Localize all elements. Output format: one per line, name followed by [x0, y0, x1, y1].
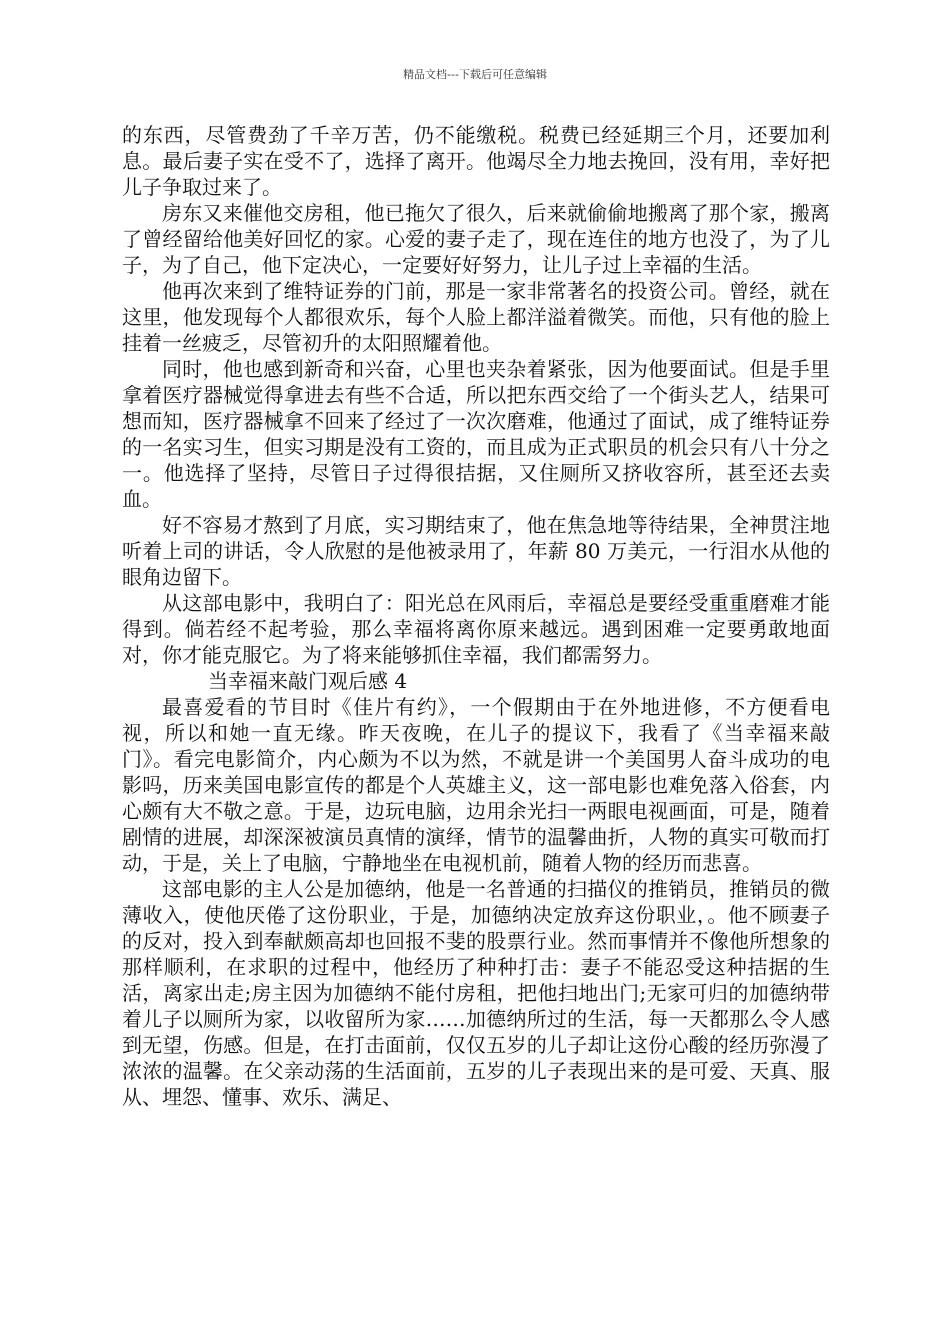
paragraph: 好不容易才熬到了月底，实习期结束了，他在焦急地等待结果，全神贯注地听着上司的讲话，令人欣慰的是他被录用了，年薪 80 万美元，一行泪水从他的眼角边留下。 [122, 513, 830, 589]
paragraph: 这部电影的主人公是加德纳，他是一名普通的扫描仪的推销员，推销员的微薄收入，使他厌倦了这份职业，于是，加德纳决定放弃这份职业，。他不顾妻子的反对，投入到奉献颇高却也回报不斐的股票行业。然而事情并不像他所想象的那样顺利，在求职的过程中，他经历了种种打击：妻子不能忍受这种拮据的生活，离家出走;房主因为加德纳不能付房租，把他扫地出门;无家可归的加德纳带着儿子以厕所为家，以收留所为家……加德纳所过的生活，每一天都那么令人感到无望，伤感。但是，在打击面前，仅仅五岁的儿子却让这份心酸的经历弥漫了浓浓的温馨。在父亲动荡的生活面前，五岁的儿子表现出来的是可爱、天真、服从、埋怨、懂事、欢乐、满足、 [122, 877, 830, 1109]
paragraph: 的东西，尽管费劲了千辛万苦，仍不能缴税。税费已经延期三个月，还要加利息。最后妻子实在受不了，选择了离开。他竭尽全力地去挽回，没有用，幸好把儿子争取过来了。 [122, 123, 830, 199]
paragraph: 从这部电影中，我明白了：阳光总在风雨后，幸福总是要经受重重磨难才能得到。倘若经不起考验，那么幸福将离你原来越远。遇到困难一定要勇敢地面对，你才能克服它。为了将来能够抓住幸福，我们都需努力。 [122, 591, 830, 667]
page-header: 精品文档---下载后可任意编辑 [403, 68, 547, 81]
paragraph: 最喜爱看的节目时《佳片有约》，一个假期由于在外地进修，不方便看电视，所以和她一直无缘。昨天夜晚，在儿子的提议下，我看了《当幸福来敲门》。看完电影简介，内心颇为不以为然，不就是讲一个美国男人奋斗成功的电影吗，历来美国电影宣传的都是个人英雄主义，这一部电影也难免落入俗套，内心颇有大不敬之意。于是，边玩电脑，边用余光扫一两眼电视画面，可是，随着剧情的进展，却深深被演员真情的演绎，情节的温馨曲折，人物的真实可敬而打动，于是，关上了电脑，宁静地坐在电视机前，随着人物的经历而悲喜。 [122, 695, 830, 875]
paragraph: 同时，他也感到新奇和兴奋，心里也夹杂着紧张，因为他要面试。但是手里拿着医疗器械觉得拿进去有些不合适，所以把东西交给了一个街头艺人，结果可想而知，医疗器械拿不回来了经过了一次次磨难，他通过了面试，成了维特证券的一名实习生，但实习期是没有工资的，而且成为正式职员的机会只有八十分之一。他选择了坚持，尽管日子过得很拮据，又住厕所又挤收容所，甚至还去卖血。 [122, 357, 830, 511]
document-body [122, 122, 830, 1110]
section-heading: 当幸福来敲门观后感 4 [208, 669, 408, 693]
paragraph: 房东又来催他交房租，他已拖欠了很久，后来就偷偷地搬离了那个家，搬离了曾经留给他美好回忆的家。心爱的妻子走了，现在连住的地方也没了，为了儿子，为了自己，他下定决心，一定要好好努力，让儿子过上幸福的生活。 [122, 201, 830, 277]
paragraph: 他再次来到了维特证券的门前，那是一家非常著名的投资公司。曾经，就在这里，他发现每个人都很欢乐，每个人脸上都洋溢着微笑。而他，只有他的脸上挂着一丝疲乏，尽管初升的太阳照耀着他。 [122, 279, 830, 355]
